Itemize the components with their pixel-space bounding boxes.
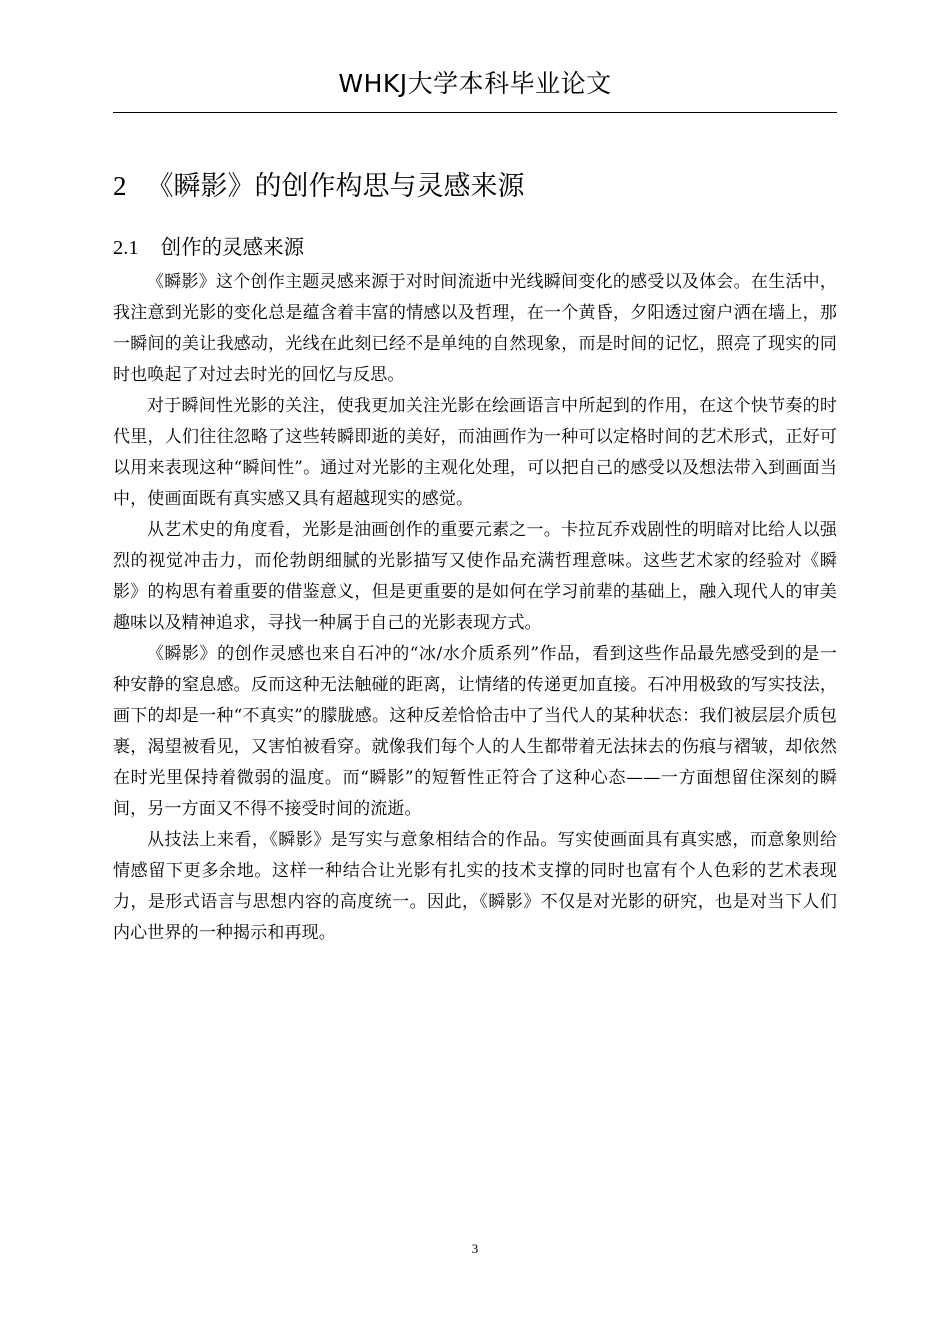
chapter-title: 《瞬影》的创作构思与灵感来源 (146, 171, 525, 202)
paragraph: 《瞬影》这个创作主题灵感来源于对时间流逝中光线瞬间变化的感受以及体会。在生活中，我注意到光影的变化总是蕴含着丰富的情感以及哲理，在一个黄昏，夕阳透过窗户洒在墙上，那一瞬间的美让我感动，光线在此刻已经不是单纯的自然现象，而是时间的记忆，照亮了现实的同时也唤起了对过去时光的回忆与反思。 (113, 272, 837, 385)
body-text (113, 267, 837, 949)
paragraph: 从技法上来看，《瞬影》是写实与意象相结合的作品。写实使画面具有真实感，而意象则给情感留下更多余地。这样一种结合让光影有扎实的技术支撑的同时也富有个人色彩的艺术表现力，是形式语言与思想内容的高度统一。因此，《瞬影》不仅是对光影的研究，也是对当下人们内心世界的一种揭示和再现。 (113, 830, 837, 943)
paragraph: 《瞬影》的创作灵感也来自石冲的“冰/水介质系列”作品，看到这些作品最先感受到的是一种安静的窒息感。反而这种无法触碰的距离，让情绪的传递更加直接。石冲用极致的写实技法，画下的却是一种“不真实”的朦胧感。这种反差恰恰击中了当代人的某种状态：我们被层层介质包裹，渴望被看见，又害怕被看穿。就像我们每个人的人生都带着无法抹去的伤痕与褶皱，却依然在时光里保持着微弱的温度。而“瞬影”的短暂性正符合了这种心态——一方面想留住深刻的瞬间，另一方面又不得不接受时间的流逝。 (113, 644, 837, 819)
header-rule (113, 112, 837, 113)
page-number: 3 (471, 1241, 479, 1256)
chapter-number: 2 (113, 171, 127, 201)
section-title: 创作的灵感来源 (160, 235, 305, 259)
paragraph: 对于瞬间性光影的关注，使我更加关注光影在绘画语言中所起到的作用，在这个快节奏的时代里，人们往往忽略了这些转瞬即逝的美好，而油画作为一种可以定格时间的艺术形式，正好可以用来表现这种“瞬间性”。通过对光影的主观化处理，可以把自己的感受以及想法带入到画面当中，使画面既有真实感又具有超越现实的感觉。 (113, 396, 837, 509)
section-number: 2.1 (113, 237, 139, 259)
section-heading (113, 231, 304, 264)
running-header: WHKJ大学本科毕业论文 (338, 69, 612, 98)
chapter-heading (113, 166, 525, 207)
paragraph: 从艺术史的角度看，光影是油画创作的重要元素之一。卡拉瓦乔戏剧性的明暗对比给人以强烈的视觉冲击力，而伦勃朗细腻的光影描写又使作品充满哲理意味。这些艺术家的经验对《瞬影》的构思有着重要的借鉴意义，但是更重要的是如何在学习前辈的基础上，融入现代人的审美趣味以及精神追求，寻找一种属于自己的光影表现方式。 (113, 520, 837, 633)
